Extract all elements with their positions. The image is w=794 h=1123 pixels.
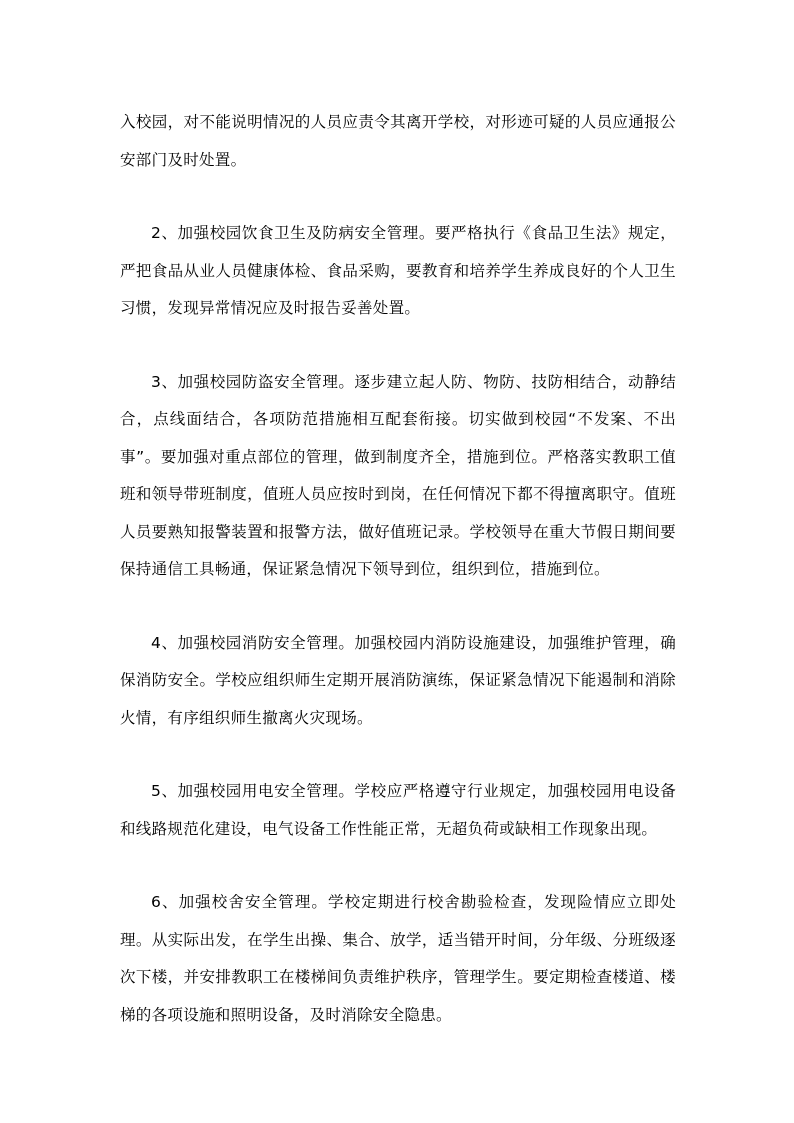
paragraph-fire-safety: 4、加强校园消防安全管理。加强校园内消防设施建设，加强维护管理，确保消防安全。学校应组织师生定期开展消防演练，保证紧急情况下能遏制和消除火情，有序组织师生撤离火灾现场。: [120, 633, 676, 727]
paragraph-gap: [120, 589, 676, 625]
document-body: [120, 104, 676, 1034]
paragraph-gap: [120, 328, 676, 364]
paragraph-continuation: 入校园，对不能说明情况的人员应责令其离开学校，对形迹可疑的人员应通报公安部门及时处置。: [120, 113, 676, 169]
paragraph-gap: [120, 179, 676, 215]
paragraph-food-hygiene: 2、加强校园饮食卫生及防病安全管理。要严格执行《食品卫生法》规定，严把食品从业人员健康体检、食品采购，要教育和培养学生养成良好的个人卫生习惯，发现异常情况应及时报告妥善处置。: [120, 224, 676, 317]
paragraph-theft-prevention: 3、加强校园防盗安全管理。逐步建立起人防、物防、技防相结合，动静结合，点线面结合，各项防范措施相互配套衔接。切实做到校园“不发案、不出事”。要加强对重点部位的管理，做到制度齐全，措施到位。严格落实教职工值班和领导带班制度，值班人员应按时到岗，在任何情况下都不得擅离职守。值班人员要熟知报警装置和报警方法，做好值班记录。学校领导在重大节假日期间要保持通信工具畅通，保证紧急情况下领导到位，组织到位，措施到位。: [120, 372, 676, 578]
paragraph-building-safety: 6、加强校舍安全管理。学校定期进行校舍勘验检查，发现险情应立即处理。从实际出发，在学生出操、集合、放学，适当错开时间，分年级、分班级逐次下楼，并安排教职工在楼梯间负责维护秩序，管理学生。要定期检查楼道、楼梯的各项设施和照明设备，及时消除安全隐患。: [120, 893, 676, 1024]
paragraph-gap: [120, 737, 676, 773]
paragraph-electrical-safety: 5、加强校园用电安全管理。学校应严格遵守行业规定，加强校园用电设备和线路规范化建设，电气设备工作性能正常，无超负荷或缺相工作现象出现。: [120, 782, 676, 838]
paragraph-gap: [120, 848, 676, 884]
